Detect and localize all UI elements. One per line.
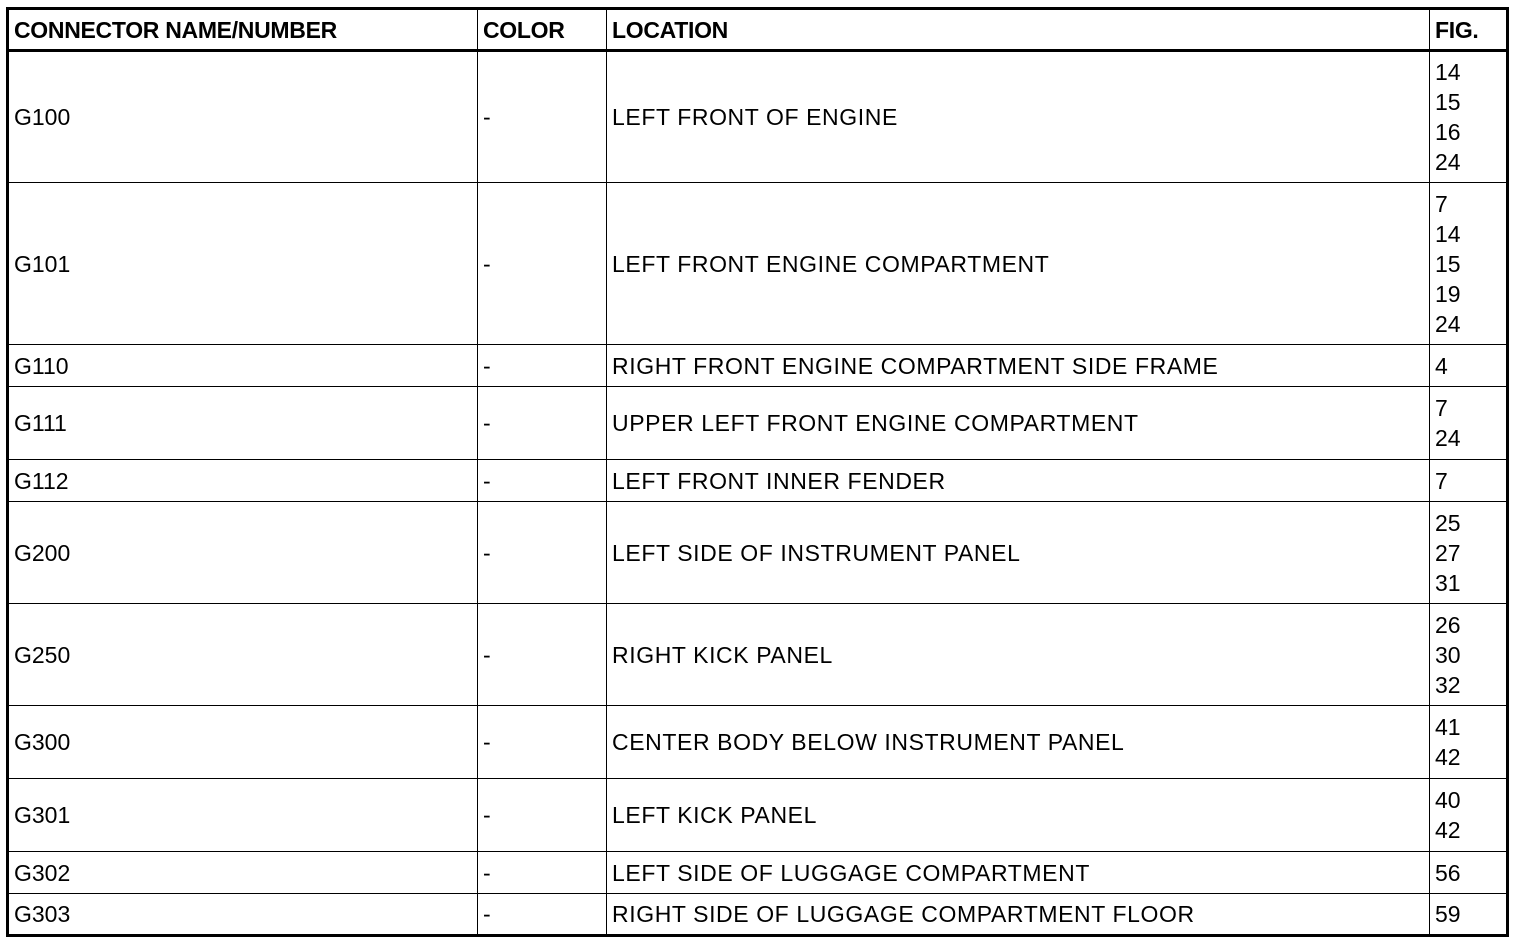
- color-cell: -: [478, 345, 607, 387]
- connector-cell: G100: [8, 51, 478, 183]
- table-row: [8, 51, 1508, 183]
- table-row: [8, 779, 1508, 852]
- connector-cell: G300: [8, 706, 478, 779]
- color-cell: -: [478, 183, 607, 345]
- fig-number: 24: [1435, 149, 1461, 175]
- table-row: [8, 894, 1508, 936]
- connector-cell: G101: [8, 183, 478, 345]
- connector-cell: G250: [8, 604, 478, 706]
- table-row: [8, 387, 1508, 460]
- connector-cell: G301: [8, 779, 478, 852]
- fig-number: 16: [1435, 119, 1461, 145]
- fig-number: 15: [1435, 250, 1461, 277]
- color-cell: -: [478, 51, 607, 183]
- fig-cell: [1430, 502, 1508, 604]
- fig-cell: [1430, 852, 1508, 894]
- fig-number: 59: [1435, 901, 1461, 927]
- fig-number: 40: [1435, 787, 1461, 813]
- table-row: [8, 852, 1508, 894]
- color-cell: -: [478, 502, 607, 604]
- location-cell: RIGHT FRONT ENGINE COMPARTMENT SIDE FRAME: [607, 345, 1430, 387]
- fig-number: 7: [1435, 395, 1448, 421]
- location-cell: LEFT FRONT INNER FENDER: [607, 460, 1430, 502]
- fig-number: 4: [1435, 352, 1448, 379]
- fig-cell: [1430, 460, 1508, 502]
- fig-number: 24: [1435, 425, 1461, 451]
- color-cell: -: [478, 460, 607, 502]
- location-cell: CENTER BODY BELOW INSTRUMENT PANEL: [607, 706, 1430, 779]
- location-cell: RIGHT KICK PANEL: [607, 604, 1430, 706]
- fig-number: 42: [1435, 744, 1461, 770]
- fig-number: 15: [1435, 89, 1461, 115]
- table-row: [8, 604, 1508, 706]
- color-cell: -: [478, 604, 607, 706]
- fig-number: 24: [1435, 310, 1461, 337]
- connector-cell: G302: [8, 852, 478, 894]
- fig-number: 27: [1435, 539, 1461, 566]
- color-cell: -: [478, 779, 607, 852]
- fig-number: 19: [1435, 280, 1461, 307]
- fig-number: 41: [1435, 714, 1461, 740]
- location-cell: LEFT FRONT ENGINE COMPARTMENT: [607, 183, 1430, 345]
- table-row: [8, 706, 1508, 779]
- table-row: [8, 502, 1508, 604]
- fig-number: 42: [1435, 817, 1461, 843]
- fig-cell: [1430, 51, 1508, 183]
- color-cell: -: [478, 852, 607, 894]
- connector-cell: G111: [8, 387, 478, 460]
- color-cell: -: [478, 706, 607, 779]
- header-row: [8, 9, 1508, 51]
- fig-number: 26: [1435, 611, 1461, 638]
- fig-cell: [1430, 183, 1508, 345]
- header-connector: CONNECTOR NAME/NUMBER: [8, 9, 478, 51]
- connector-cell: G200: [8, 502, 478, 604]
- fig-number: 30: [1435, 641, 1461, 668]
- fig-number: 31: [1435, 569, 1461, 596]
- location-cell: LEFT FRONT OF ENGINE: [607, 51, 1430, 183]
- table-row: [8, 460, 1508, 502]
- fig-number: 7: [1435, 190, 1448, 217]
- table-row: [8, 183, 1508, 345]
- connector-cell: G110: [8, 345, 478, 387]
- fig-cell: [1430, 345, 1508, 387]
- location-cell: LEFT SIDE OF INSTRUMENT PANEL: [607, 502, 1430, 604]
- fig-number: 56: [1435, 859, 1461, 886]
- header-color: COLOR: [478, 9, 607, 51]
- table-row: [8, 345, 1508, 387]
- fig-cell: [1430, 706, 1508, 779]
- fig-number: 25: [1435, 509, 1461, 536]
- location-cell: UPPER LEFT FRONT ENGINE COMPARTMENT: [607, 387, 1430, 460]
- fig-number: 32: [1435, 671, 1461, 698]
- connector-location-table: [6, 7, 1509, 937]
- location-cell: RIGHT SIDE OF LUGGAGE COMPARTMENT FLOOR: [607, 894, 1430, 936]
- color-cell: -: [478, 387, 607, 460]
- fig-number: 7: [1435, 467, 1448, 494]
- header-fig: FIG.: [1430, 9, 1508, 51]
- location-cell: LEFT KICK PANEL: [607, 779, 1430, 852]
- connector-cell: G112: [8, 460, 478, 502]
- connector-cell: G303: [8, 894, 478, 936]
- fig-number: 14: [1435, 59, 1461, 85]
- color-cell: -: [478, 894, 607, 936]
- header-location: LOCATION: [607, 9, 1430, 51]
- location-cell: LEFT SIDE OF LUGGAGE COMPARTMENT: [607, 852, 1430, 894]
- fig-cell: [1430, 894, 1508, 936]
- fig-cell: [1430, 779, 1508, 852]
- fig-cell: [1430, 387, 1508, 460]
- fig-number: 14: [1435, 220, 1461, 247]
- fig-cell: [1430, 604, 1508, 706]
